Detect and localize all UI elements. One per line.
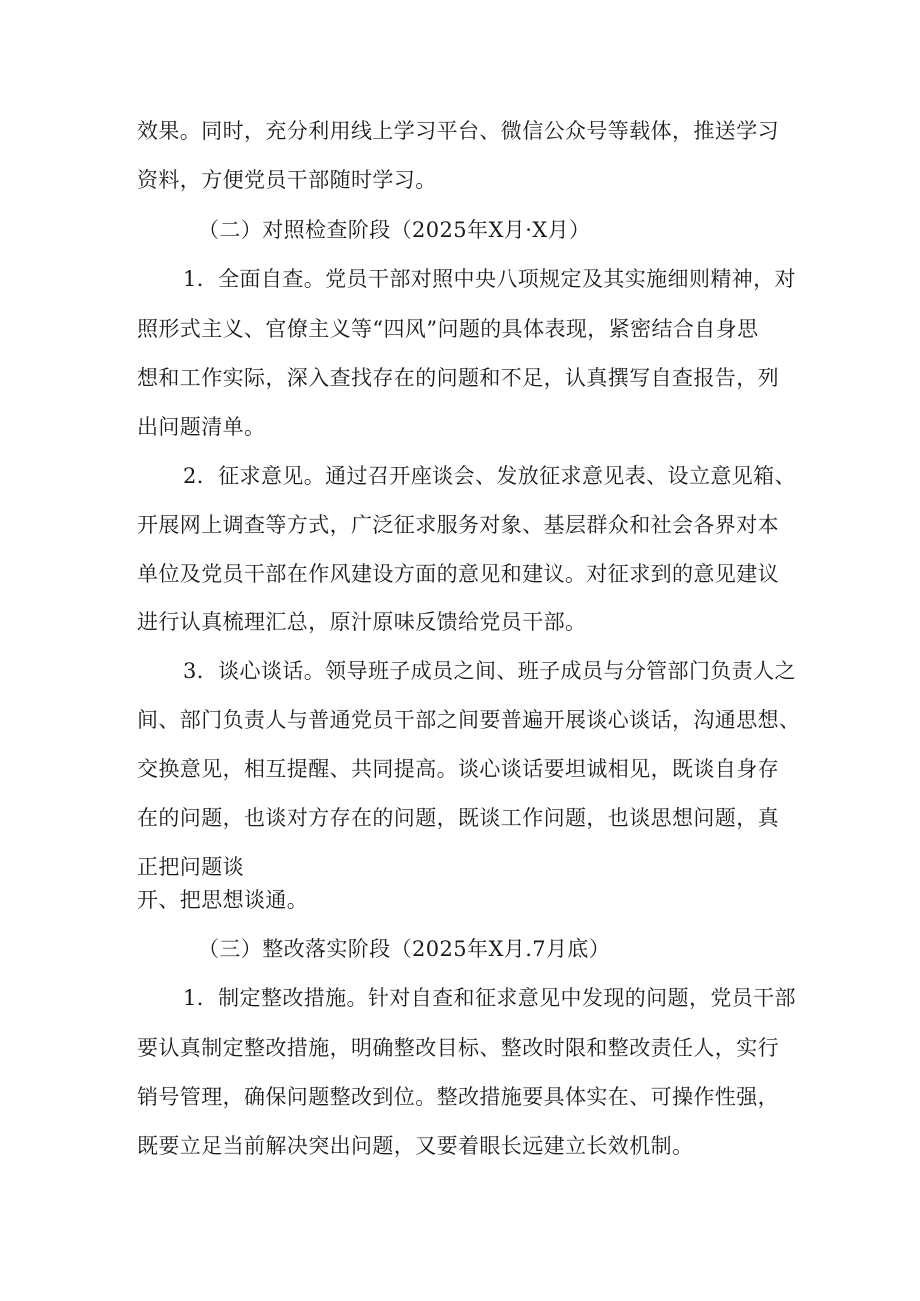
s3-item1-line-3: 销号管理，确保问题整改到位。整改措施要具体实在、可操作性强，: [137, 1085, 779, 1109]
s2-item1-line-3: 想和工作实际，深入查找存在的问题和不足，认真撰写自查报告，列: [137, 366, 779, 390]
s2-item1-line-4: 出问题清单。: [137, 415, 266, 439]
intro-line-1: 效果。同时，充分利用线上学习平台、微信公众号等载体，推送学习: [137, 119, 779, 143]
s3-item1-line-1: 1．制定整改措施。针对自查和征求意见中发现的问题，党员干部: [183, 986, 796, 1010]
s2-item3-line-1: 3．谈心谈话。领导班子成员之间、班子成员与分管部门负责人之: [183, 659, 796, 683]
s2-item3-line-3: 交换意见，相互提醒、共同提高。谈心谈话要坦诚相见，既谈自身存: [137, 757, 779, 781]
section-3-heading: （三）整改落实阶段（2025年X月.7月底）: [198, 937, 611, 961]
s2-item3-line-2: 间、部门负责人与普通党员干部之间要普遍开展谈心谈话，沟通思想、: [137, 708, 801, 732]
section-2-heading: （二）对照检查阶段（2025年X月·X月）: [198, 218, 591, 242]
s2-item1-line-2: 照形式主义、官僚主义等“四风”问题的具体表现，紧密结合自身思: [137, 317, 759, 341]
s2-item3-line-6: 开、把思想谈通。: [137, 888, 309, 912]
s2-item2-line-4: 进行认真梳理汇总，原汁原味反馈给党员干部。: [137, 610, 587, 634]
s2-item3-line-4: 在的问题，也谈对方存在的问题，既谈工作问题，也谈思想问题，真: [137, 806, 779, 830]
s2-item2-line-2: 开展网上调查等方式，广泛征求服务对象、基层群众和社会各界对本: [137, 513, 779, 537]
s2-item3-line-5: 正把问题谈: [137, 855, 244, 879]
intro-line-2: 资料，方便党员干部随时学习。: [137, 168, 437, 192]
s2-item2-line-1: 2．征求意见。通过召开座谈会、发放征求意见表、设立意见箱、: [183, 464, 796, 488]
s3-item1-line-2: 要认真制定整改措施，明确整改目标、整改时限和整改责任人，实行: [137, 1036, 779, 1060]
s2-item2-line-3: 单位及党员干部在作风建设方面的意见和建议。对征求到的意见建议: [137, 562, 779, 586]
s2-item1-line-1: 1．全面自查。党员干部对照中央八项规定及其实施细则精神，对: [183, 267, 796, 291]
s3-item1-line-4: 既要立足当前解决突出问题，又要着眼长远建立长效机制。: [137, 1134, 694, 1158]
